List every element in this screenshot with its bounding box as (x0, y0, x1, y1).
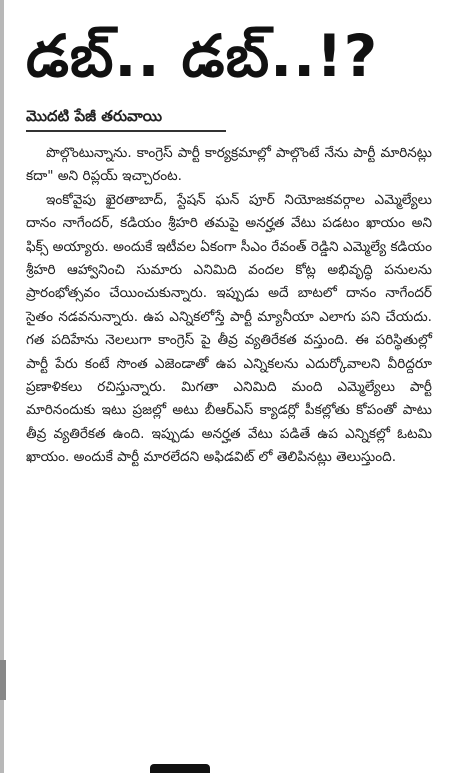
section-label: మొదటి పేజీ తరువాయి (26, 107, 163, 125)
section-underline (26, 130, 226, 132)
next-headline-glyph (150, 764, 210, 773)
article (26, 18, 432, 470)
next-headline-fragment (150, 764, 270, 773)
article-paragraph: ఇంకోవైపు ఖైరతాబాద్, స్టేషన్ ఘన్ పూర్ నియోజకవర్గాల ఎమ్మెల్యేలు దానం నాగేందర్, కడియం శ్రీహరి తమపై అనర్హత వేటు పడటం ఖాయం అని ఫిక్స్ అయ్యారు. అందుకే ఇటీవల ఏకంగా సీఎం రేవంత్ రెడ్డిని ఎమ్మెల్యే కడియం శ్రీహరి ఆహ్వానించి సుమారు ఎనిమిది వందల కోట్ల అభివృద్ధి పనులను ప్రారంభోత్సవం చేయించుకున్నారు. ఇప్పుడు అదే బాటలో దానం నాగేందర్ సైతం నడవనున్నారు. ఉప ఎన్నికలోస్తే పార్టీ మ్యానీయా ఎలాగు పని చేయదు. గత పదిహేను నెలలుగా కాంగ్రెస్ పై తీవ్ర వ్యతిరేకత వస్తుంది. ఈ పరిస్థితుల్లో పార్టీ పేరు కంటే సొంత ఎజెండాతో ఉప ఎన్నికలను ఎదుర్కోవాలని వీరిద్దరూ ప్రణాళికలు రచిస్తున్నారు. మిగతా ఎనిమిది మంది ఎమ్మెల్యేలు పార్టీ మారినందుకు ఇటు ప్రజల్లో అటు బీఆర్ఎస్ క్యాడర్లో పీకల్లోతు కోపంతో పాటు తీవ్ర వ్యతిరేకత ఉంది. ఇప్పుడు అనర్హత వేటు పడితే ఉప ఎన్నికల్లో ఓటమి ఖాయం. అందుకే పార్టీ మారలేదని అఫిడవిట్ లో తెలిపినట్లు తెలుస్తుంది. (26, 191, 432, 466)
headline: డబ్.. డబ్..!? (26, 22, 379, 90)
article-body (26, 142, 432, 470)
article-paragraph: పొల్గొంటున్నాను. కాంగ్రెస్ పార్టీ కార్యక్రమాల్లో పాల్గొంటే నేను పార్టీ మారినట్లు కదా" అని రిప్లయ్ ఇచ్చారంట. (26, 145, 432, 185)
page-margin-rule (0, 0, 4, 773)
page-margin-mark (0, 660, 6, 700)
